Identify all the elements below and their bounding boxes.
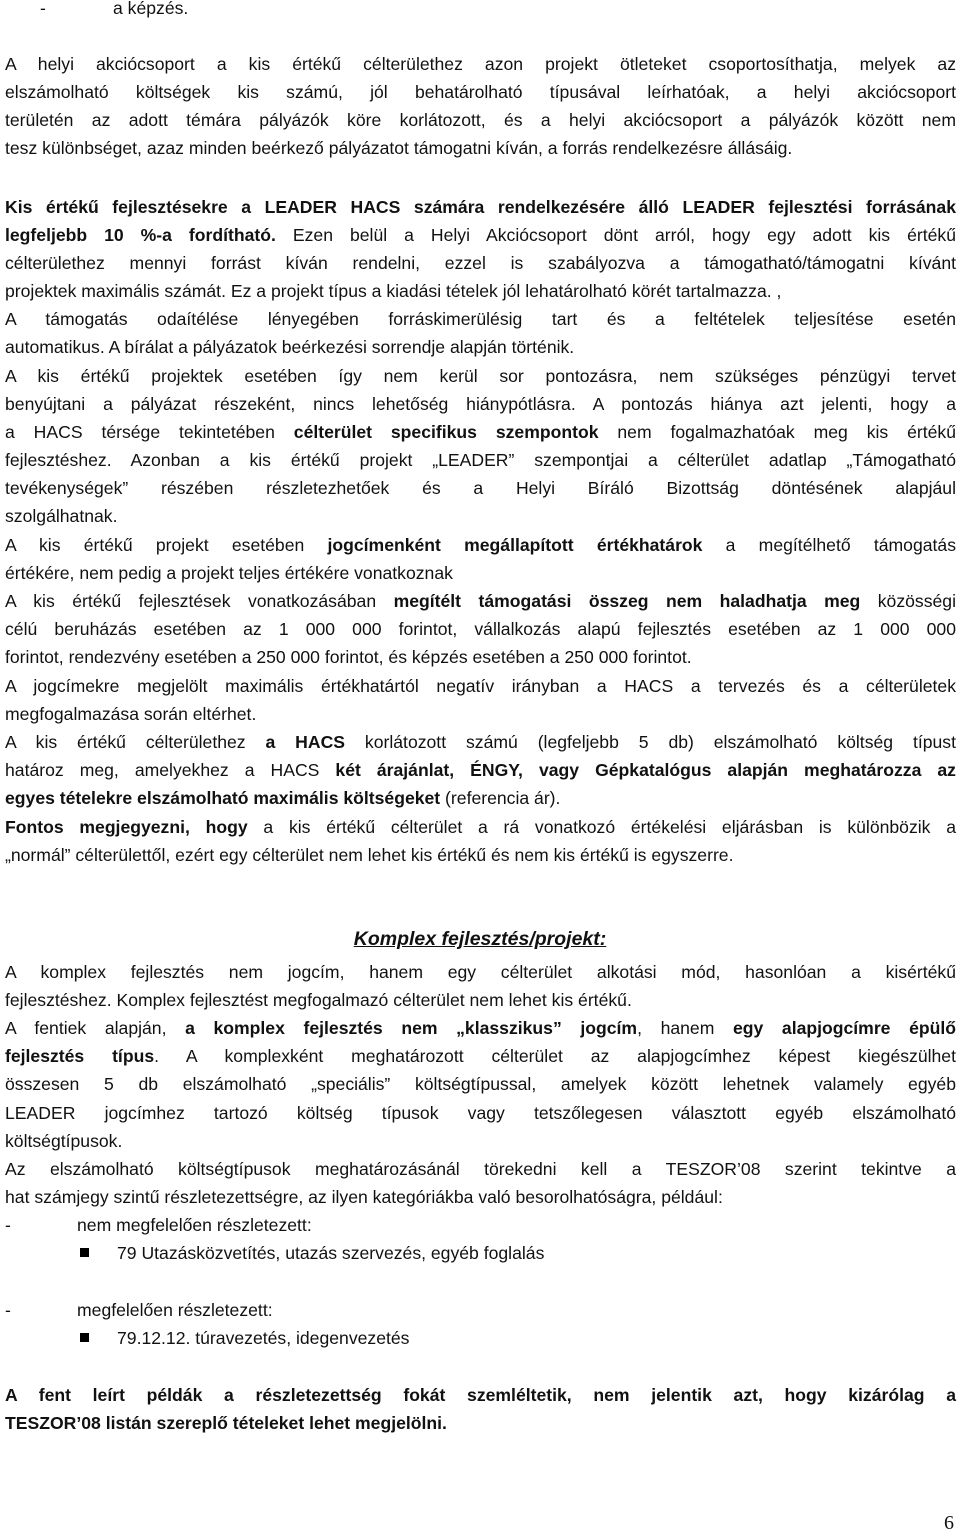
paragraph-line: benyújtani a pályázat részeként, nincs lehetőség hiánypótlásra. A pontozás hiánya azt jelenti, hogy a xyxy=(5,394,956,414)
paragraph-line: célú beruházás esetében az 1 000 000 forintot, vállalkozás alapú fejlesztés esetében az 1 000 000 xyxy=(5,619,956,639)
list-item-text: 79.12.12. túravezetés, idegenvezetés xyxy=(117,1328,410,1348)
section-heading: Komplex fejlesztés/projekt: xyxy=(353,928,607,950)
bold-text: a komplex fejlesztés nem „klasszikus” jogcím xyxy=(185,1018,638,1038)
bold-text: két árajánlat, ÉNGY, vagy Gépkatalógus alapján meghatározza az xyxy=(335,760,956,780)
bold-text: célterület specifikus szempontok xyxy=(293,422,599,442)
paragraph-line: fejlesztéshez. Komplex fejlesztést megfogalmazó célterület nem lehet kis értékű. xyxy=(5,990,632,1010)
paragraph-line: A támogatás odaítélése lényegében forráskimerülésig tart és a feltételek teljesítése esetén xyxy=(5,309,956,329)
bold-text: Fontos megjegyezni, hogy xyxy=(5,817,248,837)
paragraph-line-bold: Kis értékű fejlesztésekre a LEADER HACS számára rendelkezésére álló LEADER fejlesztési forrásának xyxy=(5,197,956,217)
paragraph-line-bold: TESZOR’08 listán szereplő tételeket lehet megjelölni. xyxy=(5,1413,447,1433)
list-item-text: 79 Utazásközvetítés, utazás szervezés, egyéb foglalás xyxy=(117,1243,545,1263)
paragraph-line: tesz különbséget, azaz minden beérkező pályázatot támogatni kíván, a forrás rendelkezésre állásáig. xyxy=(5,138,793,158)
text-run: A kis értékű projekt esetében xyxy=(5,535,328,555)
list-label: nem megfelelően részletezett: xyxy=(77,1215,312,1235)
paragraph-line: Az elszámolható költségtípusok meghatározásánál törekedni kell a TESZOR’08 szerint tekintve a xyxy=(5,1159,956,1179)
paragraph-line xyxy=(5,587,956,615)
paragraph-line: célterülethez mennyi forrást kíván rendelni, ezzel is szabályozva a támogatható/támogatni kívánt xyxy=(5,253,956,273)
page-number: 6 xyxy=(944,1512,954,1534)
bold-text: jogcímenként megállapított értékhatárok xyxy=(327,535,703,555)
bold-text: fejlesztés típus xyxy=(5,1046,155,1066)
bold-text: egy alapjogcímre épülő xyxy=(732,1018,956,1038)
paragraph-line: A komplex fejlesztés nem jogcím, hanem egy célterület alkotási mód, hasonlóan a kisértékű xyxy=(5,962,956,982)
text-run: A kis értékű célterülethez xyxy=(5,732,266,752)
paragraph-line xyxy=(5,221,956,249)
list-item-text: a képzés. xyxy=(113,0,189,18)
paragraph-line: fejlesztéshez. Azonban a kis értékű projekt „LEADER” szempontjai a célterület adatlap „Támogatható xyxy=(5,450,956,470)
paragraph-line: A kis értékű projektek esetében így nem kerül sor pontozásra, nem szükséges pénzügyi tervet xyxy=(5,366,956,386)
list-label: megfelelően részletezett: xyxy=(77,1300,273,1320)
bold-text: legfeljebb 10 %-a fordítható. xyxy=(5,225,276,245)
list-dash: - xyxy=(40,0,46,18)
text-run: . A komplexként meghatározott célterület az alapjogcímhez képest kiegészülhet xyxy=(154,1046,956,1066)
text-run: (referencia ár). xyxy=(440,788,561,808)
paragraph-line xyxy=(5,531,956,559)
bold-text: egyes tételekre elszámolható maximális költségeket xyxy=(5,788,441,808)
paragraph-line: projektek maximális számát. Ez a projekt típus a kiadási tételek jól lehatárolható körét tartalmazza. , xyxy=(5,281,782,301)
paragraph-line xyxy=(5,756,956,784)
text-run: közösségi xyxy=(860,591,956,611)
paragraph-line: A jogcímekre megjelölt maximális értékhatártól negatív irányban a HACS a tervezés és a célterületek xyxy=(5,676,956,696)
text-run: korlátozott számú (legfeljebb 5 db) elszámolható költség típust xyxy=(345,732,956,752)
text-run: A fentiek alapján, xyxy=(5,1018,186,1038)
paragraph-line xyxy=(5,1014,956,1042)
square-bullet-icon xyxy=(80,1248,89,1257)
paragraph-line: forintot, rendezvény esetében a 250 000 forintot, és képzés esetében a 250 000 forintot. xyxy=(5,647,692,667)
paragraph-line xyxy=(5,784,956,812)
text-run: a megítélhető támogatás xyxy=(702,535,957,555)
paragraph-line: megfogalmazása során eltérhet. xyxy=(5,704,257,724)
paragraph-line: LEADER jogcímhez tartozó költség típusok vagy tetszőlegesen választott egyéb elszámolható xyxy=(5,1103,956,1123)
paragraph-line xyxy=(5,1042,956,1070)
paragraph-line: elszámolható költségek kis számú, jól behatárolható típusával leírhatóak, a helyi akciócsoport xyxy=(5,82,956,102)
text-run: a kis értékű célterület a rá vonatkozó értékelési eljárásban is különbözik a xyxy=(247,817,957,837)
paragraph-line: szolgálhatnak. xyxy=(5,506,118,526)
text-run: nem fogalmazhatóak meg kis értékű xyxy=(598,422,956,442)
paragraph-line: összesen 5 db elszámolható „speciális” költségtípussal, amelyek között lehetnek valamely egyéb xyxy=(5,1074,956,1094)
paragraph-line xyxy=(5,813,956,841)
paragraph-line xyxy=(5,728,956,756)
paragraph-line: területén az adott témára pályázók köre korlátozott, és a helyi akciócsoport a pályázók között nem xyxy=(5,110,956,130)
paragraph-line: A helyi akciócsoport a kis értékű célterülethez azon projekt ötleteket csoportosíthatja, melyek az xyxy=(5,54,956,74)
list-dash: - xyxy=(5,1215,11,1235)
list-dash: - xyxy=(5,1300,11,1320)
paragraph-line: hat számjegy szintű részletezettségre, az ilyen kategóriákba való besorolhatóságra, például: xyxy=(5,1187,723,1207)
paragraph-line: értékére, nem pedig a projekt teljes értékére vonatkoznak xyxy=(5,563,453,583)
text-run: határoz meg, amelyekhez a HACS xyxy=(5,760,336,780)
paragraph-line: „normál” célterülettől, ezért egy célterület nem lehet kis értékű és nem kis értékű is egyszerre. xyxy=(5,845,734,865)
paragraph-line: költségtípusok. xyxy=(5,1131,123,1151)
paragraph-line xyxy=(5,418,956,446)
text-run: A kis értékű fejlesztések vonatkozásában xyxy=(5,591,394,611)
text-run: Ezen belül a Helyi Akciócsoport dönt arról, hogy egy adott kis értékű xyxy=(275,225,956,245)
paragraph-line: tevékenységek” részében részletezhetőek és a Helyi Bíráló Bizottság döntésének alapjául xyxy=(5,478,956,498)
text-run: , hanem xyxy=(637,1018,733,1038)
square-bullet-icon xyxy=(80,1333,89,1342)
paragraph-line-bold: A fent leírt példák a részletezettség fokát szemléltetik, nem jelentik azt, hogy kizárólag a xyxy=(5,1385,956,1405)
bold-text: megítélt támogatási összeg nem haladhatja meg xyxy=(393,591,861,611)
bold-text: a HACS xyxy=(265,732,346,752)
paragraph-line: automatikus. A bírálat a pályázatok beérkezési sorrendje alapján történik. xyxy=(5,337,575,357)
text-run: a HACS térsége tekintetében xyxy=(5,422,294,442)
